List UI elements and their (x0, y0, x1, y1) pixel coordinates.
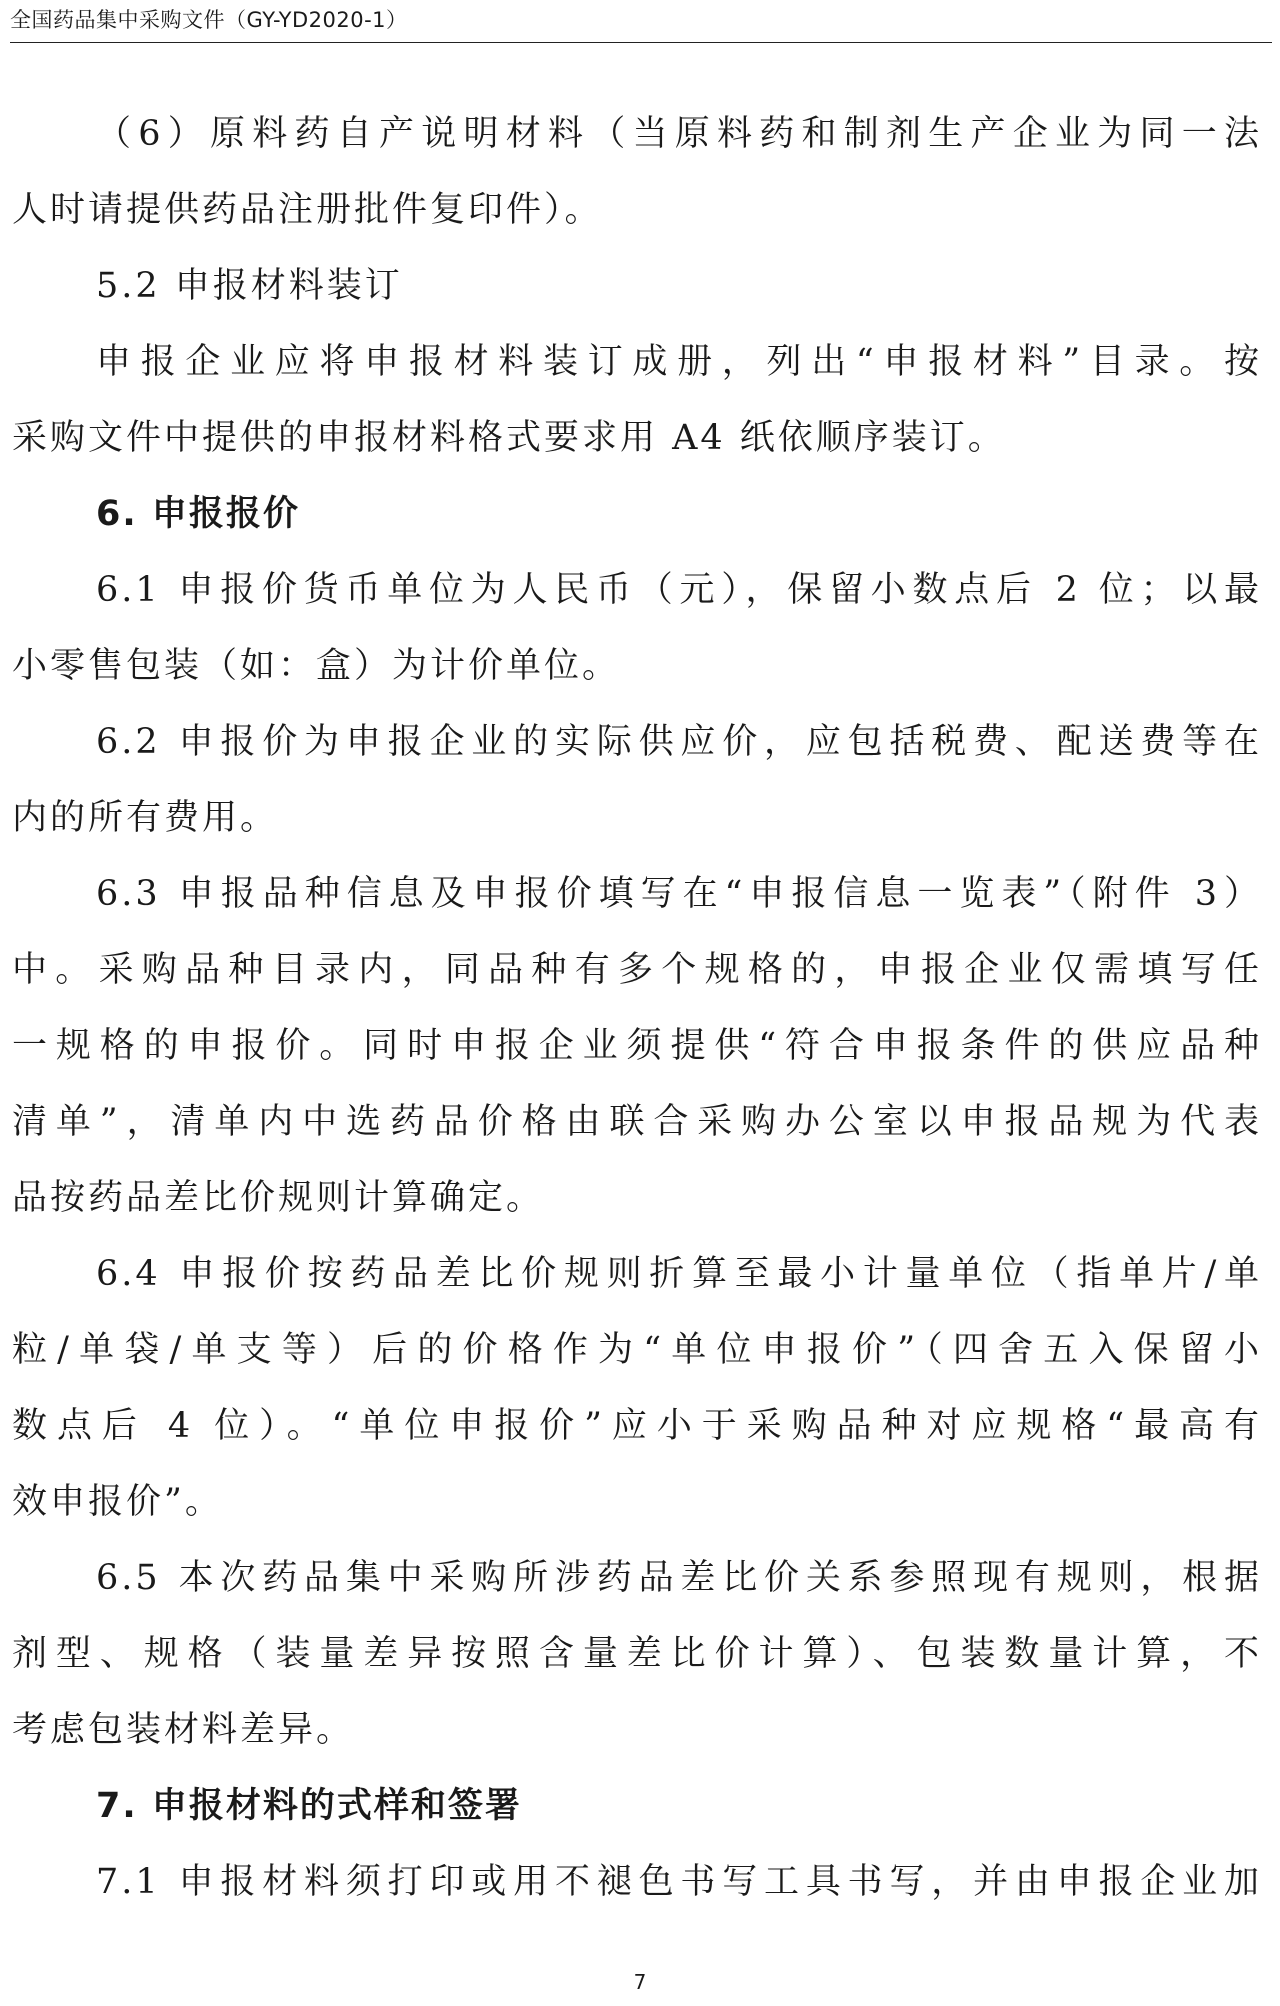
paragraph-line: 6.4 申报价按药品差比价规则折算至最小计量单位（指单片/单 (96, 1254, 1262, 1294)
paragraph-line: 6.3 申报品种信息及申报价填写在“申报信息一览表”（附件 3） (96, 874, 1262, 914)
paragraph-line: 剂型、规格（装量差异按照含量差比价计算）、包装数量计算，不 (12, 1634, 1262, 1674)
paragraph-line: 效申报价”。 (12, 1482, 223, 1522)
paragraph-line: 粒/单袋/单支等）后的价格作为“单位申报价”（四舍五入保留小 (12, 1330, 1262, 1370)
paragraph-line: 内的所有费用。 (12, 798, 279, 838)
paragraph-line: 7.1 申报材料须打印或用不褪色书写工具书写，并由申报企业加 (96, 1862, 1262, 1902)
paragraph-line: 清单”，清单内中选药品价格由联合采购办公室以申报品规为代表 (12, 1102, 1262, 1142)
paragraph-line: 一规格的申报价。同时申报企业须提供“符合申报条件的供应品种 (12, 1026, 1262, 1066)
document-body (12, 96, 1262, 1920)
page-header-title: 全国药品集中采购文件（GY-YD2020-1） (10, 8, 408, 32)
paragraph-line: 小零售包装（如：盒）为计价单位。 (12, 646, 621, 686)
paragraph-line: 采购文件中提供的申报材料格式要求用 A4 纸依顺序装订。 (12, 418, 1006, 458)
paragraph-line: 数点后 4 位）。“单位申报价”应小于采购品种对应规格“最高有 (12, 1406, 1262, 1446)
header-divider (10, 42, 1272, 43)
paragraph-line: 申报企业应将申报材料装订成册，列出“申报材料”目录。按 (96, 342, 1262, 382)
paragraph-line: 6.2 申报价为申报企业的实际供应价，应包括税费、配送费等在 (96, 722, 1262, 762)
paragraph-line: 人时请提供药品注册批件复印件）。 (12, 190, 603, 230)
page-number: 7 (633, 1970, 647, 1994)
section-heading-5-2: 5.2 申报材料装订 (96, 266, 403, 306)
section-heading-7: 7. 申报材料的式样和签署 (96, 1786, 522, 1826)
paragraph-line: 考虑包装材料差异。 (12, 1710, 355, 1750)
paragraph-line: 中。采购品种目录内，同品种有多个规格的，申报企业仅需填写任 (12, 950, 1262, 990)
paragraph-line: （6）原料药自产说明材料（当原料药和制剂生产企业为同一法 (96, 114, 1262, 154)
paragraph-line: 6.5 本次药品集中采购所涉药品差比价关系参照现有规则，根据 (96, 1558, 1262, 1598)
paragraph-line: 6.1 申报价货币单位为人民币（元），保留小数点后 2 位；以最 (96, 570, 1262, 610)
paragraph-line: 品按药品差比价规则计算确定。 (12, 1178, 545, 1218)
section-heading-6: 6. 申报报价 (96, 494, 300, 534)
